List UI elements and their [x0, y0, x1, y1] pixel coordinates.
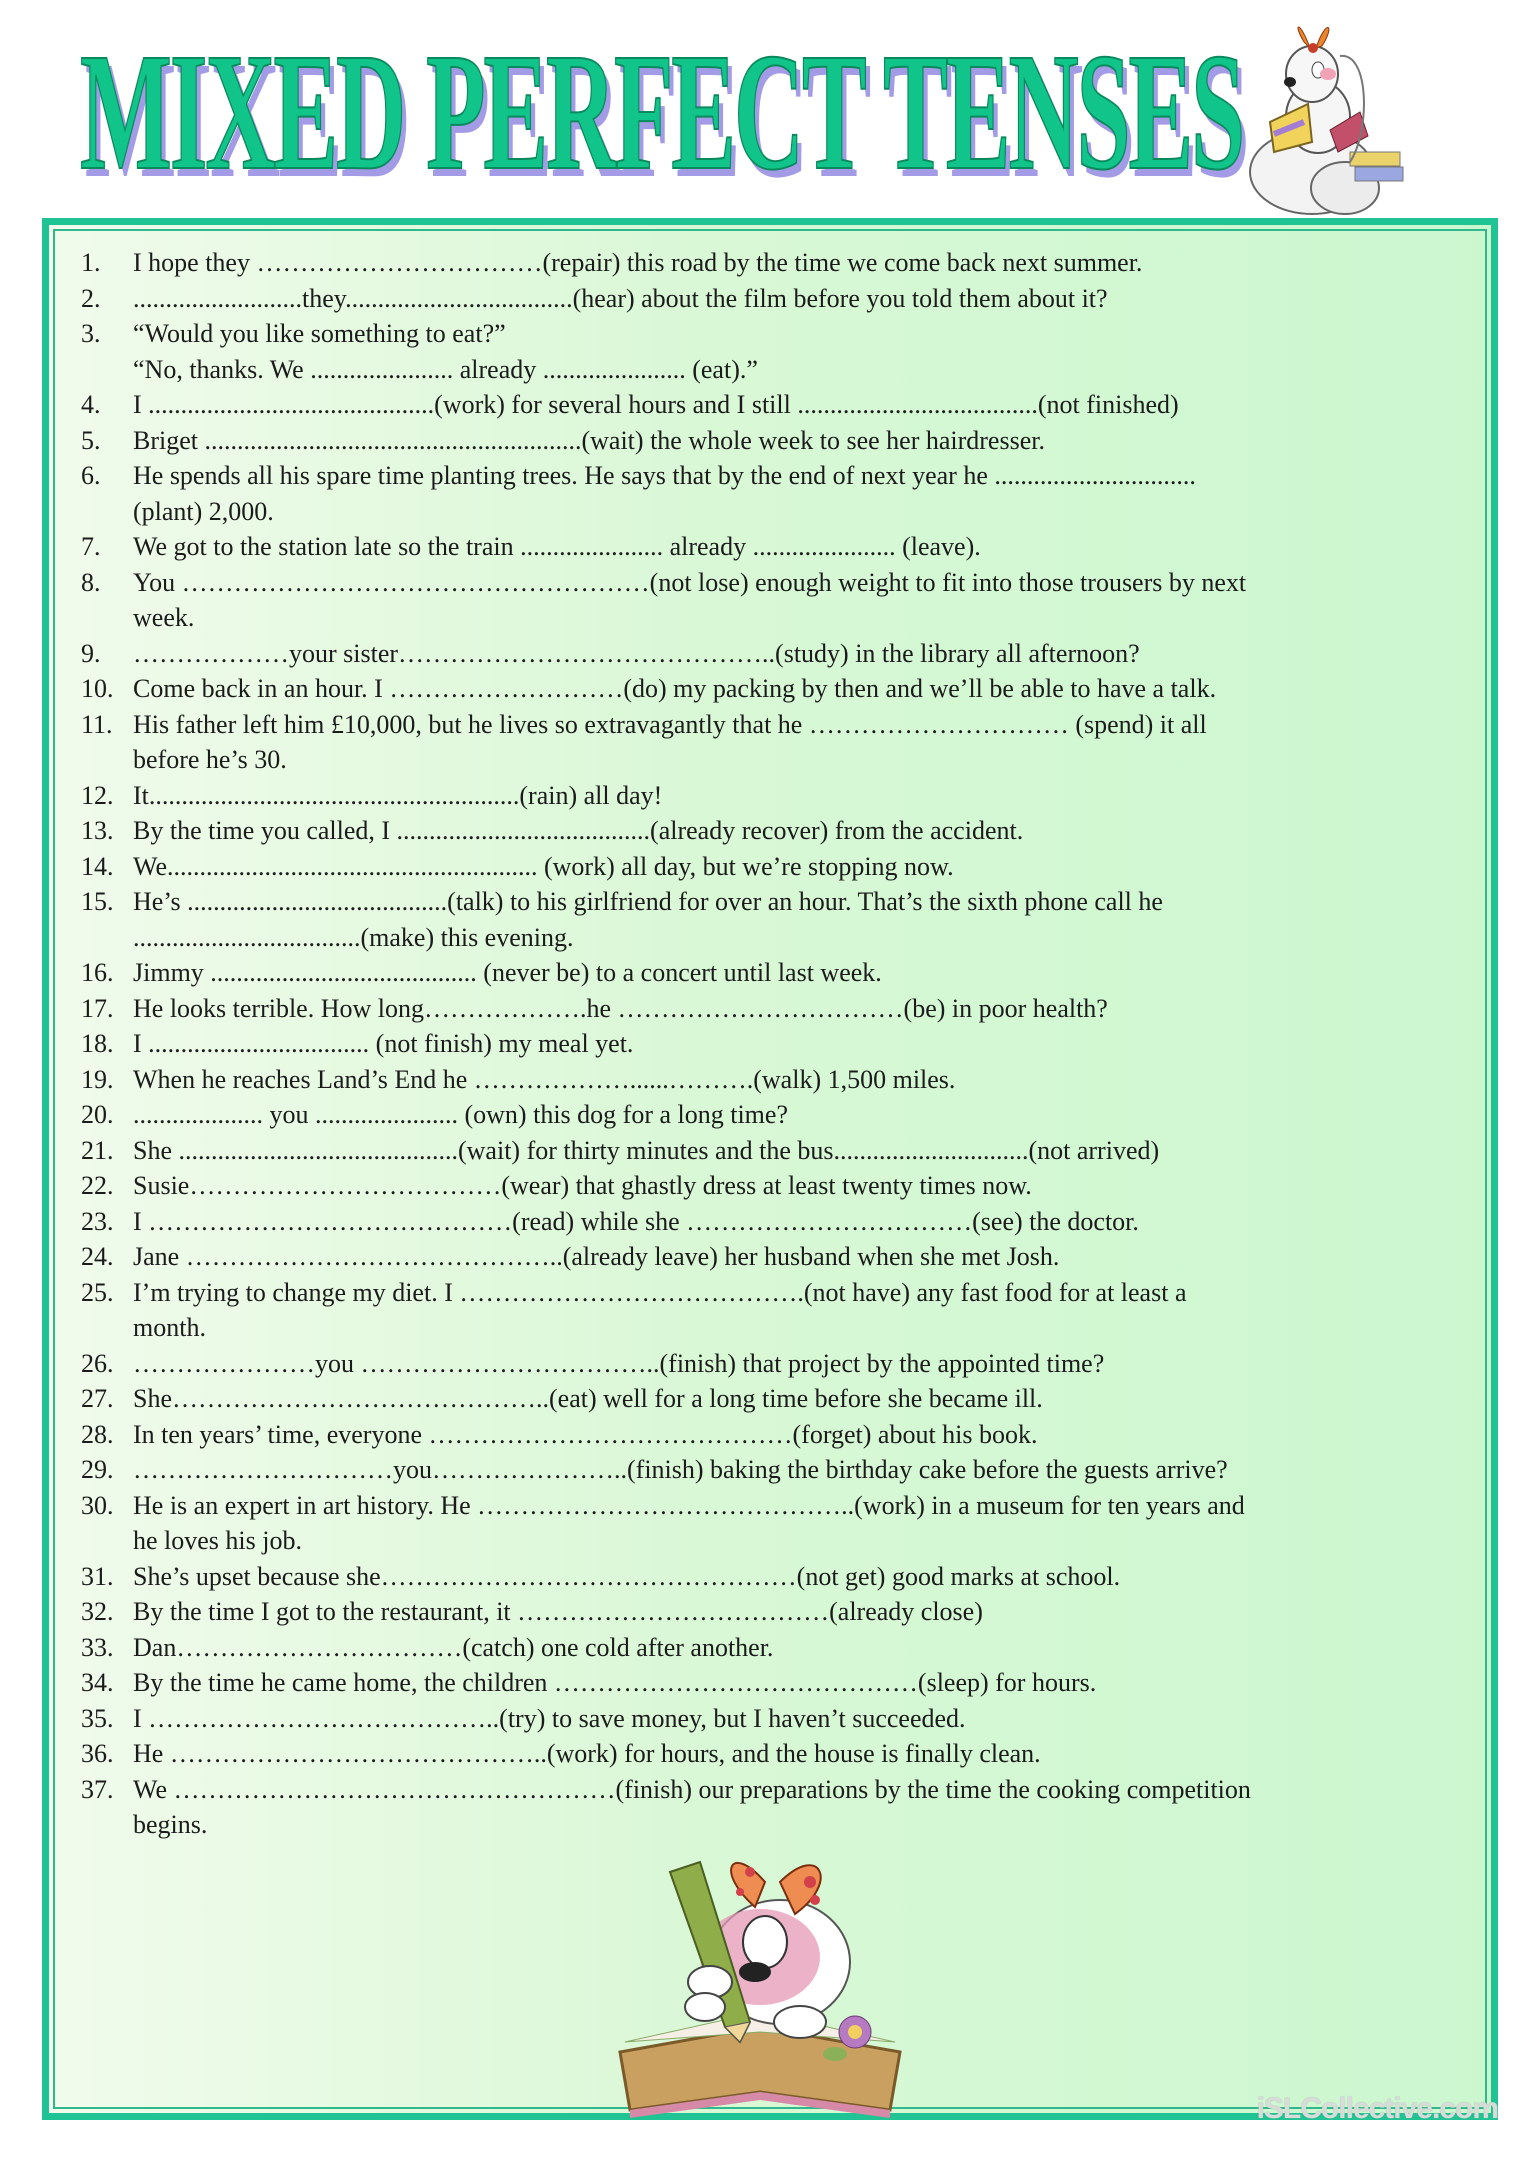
exercise-item — [81, 1062, 1473, 1098]
item-number: 15. — [81, 887, 114, 916]
item-number: 26. — [81, 1348, 114, 1378]
item-text: She……………………………………..(eat) well for a long time before she became ill. — [133, 1384, 1043, 1413]
item-text: “Would you like something to eat?” — [133, 319, 506, 348]
mouse-writing-in-book-icon — [510, 1842, 1010, 2122]
item-number: 8. — [81, 567, 101, 597]
item-number: 29. — [81, 1455, 114, 1484]
item-number: 24. — [81, 1242, 114, 1271]
exercise-item — [81, 636, 1473, 672]
item-number — [81, 1807, 133, 1843]
item-text: He’s ........................................(talk) to his girlfriend for over an hour. That’s the sixth phone call he — [133, 887, 1163, 916]
item-number — [81, 1310, 133, 1346]
exercise-item — [81, 1381, 1473, 1417]
item-text: By the time you called, I .......................................(already recover) from the accident. — [133, 816, 1024, 845]
item-text: He looks terrible. How long……………….he ……………………………(be) in poor health? — [133, 993, 1108, 1023]
item-number — [81, 494, 133, 530]
item-number — [81, 352, 133, 388]
item-text: By the time I got to the restaurant, it ………………………………(already close) — [133, 1597, 983, 1626]
item-text: When he reaches Land’s End he ………………......……….(walk) 1,500 miles. — [133, 1064, 956, 1094]
item-text: She’s upset because she…………………………………………(not get) good marks at school. — [133, 1561, 1121, 1591]
exercise-item — [81, 1594, 1473, 1630]
item-number: 34. — [81, 1668, 114, 1697]
exercise-item-continuation — [81, 1310, 1473, 1346]
exercise-item-continuation — [81, 920, 1473, 956]
item-text: She ...........................................(wait) for thirty minutes and the bus..............................(not arrived) — [133, 1135, 1160, 1165]
item-text: In ten years’ time, everyone ……………………………………(forget) about his book. — [133, 1419, 1038, 1449]
item-text: You ………………………………………………(not lose) enough weight to fit into those trousers by next — [133, 567, 1247, 597]
exercise-item — [81, 1346, 1473, 1382]
item-text: I .................................. (not finish) my meal yet. — [133, 1029, 634, 1058]
item-text: Come back in an hour. I ………………………(do) my packing by then and we’ll be able to have a talk. — [133, 674, 1217, 703]
item-number — [81, 920, 133, 956]
item-text: ...................................(make) this evening. — [133, 922, 574, 952]
exercise-item — [81, 778, 1473, 814]
item-number: 11. — [81, 709, 113, 739]
item-text: By the time he came home, the children ……………………………………(sleep) for hours. — [133, 1668, 1097, 1697]
item-text: His father left him £10,000, but he lives so extravagantly that he ………………………… (spend) it all — [133, 709, 1207, 739]
exercise-item-continuation — [81, 1807, 1473, 1843]
exercise-item-continuation — [81, 494, 1473, 530]
item-text: He spends all his spare time planting trees. He says that by the end of next year he ............................... — [133, 461, 1196, 490]
mouse-reading-book-icon — [1200, 12, 1420, 217]
exercise-item — [81, 1665, 1473, 1701]
item-number: 27. — [81, 1384, 114, 1413]
item-number: 6. — [81, 461, 101, 490]
exercise-item — [81, 991, 1473, 1027]
item-number: 2. — [81, 283, 101, 313]
exercise-item — [81, 1097, 1473, 1133]
exercise-item — [81, 849, 1473, 885]
exercise-item — [81, 1133, 1473, 1169]
item-number: 16. — [81, 958, 114, 987]
item-number: 25. — [81, 1277, 114, 1307]
item-text: Susie………………………………(wear) that ghastly dress at least twenty times now. — [133, 1171, 1032, 1200]
item-text: We ……………………………………………(finish) our preparations by the time the cooking competition — [133, 1774, 1251, 1804]
item-text: He ……………………………………..(work) for hours, and the house is finally clean. — [133, 1739, 1041, 1768]
item-number: 18. — [81, 1029, 114, 1058]
item-number: 22. — [81, 1171, 114, 1200]
exercise-item — [81, 884, 1473, 920]
exercise-item — [81, 1026, 1473, 1062]
item-text: …………………………you…………………..(finish) baking the birthday cake before the guests arrive? — [133, 1455, 1228, 1484]
item-number: 19. — [81, 1064, 114, 1094]
worksheet-title: MIXED PERFECT TENSES — [80, 19, 1243, 205]
item-text: I ……………………………………(read) while she ……………………………(see) the doctor. — [133, 1206, 1139, 1236]
item-number — [81, 742, 133, 778]
item-text: (plant) 2,000. — [133, 496, 274, 526]
exercise-item — [81, 316, 1473, 352]
item-number: 30. — [81, 1490, 114, 1520]
exercise-item — [81, 245, 1473, 281]
exercise-item — [81, 1417, 1473, 1453]
item-text: “No, thanks. We ...................... already ...................... (eat).” — [133, 354, 758, 384]
exercise-item — [81, 671, 1473, 707]
item-number: 33. — [81, 1632, 114, 1662]
exercise-item — [81, 1736, 1473, 1772]
item-number: 20. — [81, 1100, 114, 1129]
item-number: 32. — [81, 1597, 114, 1626]
item-text: begins. — [133, 1810, 208, 1839]
item-number: 21. — [81, 1135, 114, 1165]
exercise-item — [81, 565, 1473, 601]
item-text: .................... you ...................... (own) this dog for a long time? — [133, 1100, 788, 1129]
exercise-item — [81, 1630, 1473, 1666]
exercise-item — [81, 1452, 1473, 1488]
exercise-item — [81, 387, 1473, 423]
exercise-item — [81, 955, 1473, 991]
item-number: 9. — [81, 638, 101, 668]
exercise-item-continuation — [81, 742, 1473, 778]
item-text: Dan……………………………(catch) one cold after another. — [133, 1632, 774, 1662]
exercise-item — [81, 1559, 1473, 1595]
item-text: before he’s 30. — [133, 745, 287, 774]
watermark: iSLCollective.com — [1256, 2092, 1498, 2125]
item-number: 35. — [81, 1703, 114, 1733]
item-text: We......................................................... (work) all day, but we’re stopping now. — [133, 851, 954, 881]
item-number: 3. — [81, 319, 101, 348]
item-number: 14. — [81, 851, 114, 881]
item-text: He is an expert in art history. He ……………………………………..(work) in a museum for ten years and — [133, 1490, 1245, 1520]
item-text: Briget ..........................................................(wait) the whole week to see her hairdresser. — [133, 425, 1045, 455]
item-text: ..........................they...................................(hear) about the film before you told them about it? — [133, 283, 1108, 313]
exercise-item — [81, 281, 1473, 317]
exercise-item — [81, 1275, 1473, 1311]
item-number: 5. — [81, 425, 101, 455]
item-text: We got to the station late so the train ...................... already ...................... (leave). — [133, 532, 981, 561]
exercise-item — [81, 1488, 1473, 1524]
exercise-item — [81, 813, 1473, 849]
item-number — [81, 600, 133, 636]
exercise-item — [81, 707, 1473, 743]
item-number: 36. — [81, 1739, 114, 1768]
item-text: month. — [133, 1313, 206, 1342]
item-text: It.........................................................(rain) all day! — [133, 780, 663, 810]
item-number: 10. — [81, 674, 114, 703]
exercise-item — [81, 1701, 1473, 1737]
exercise-item — [81, 458, 1473, 494]
exercise-item — [81, 1204, 1473, 1240]
item-text: week. — [133, 603, 195, 632]
item-text: Jimmy ......................................... (never be) to a concert until last week. — [133, 958, 882, 987]
item-text: I ............................................(work) for several hours and I still .....................................(not finished) — [133, 390, 1179, 419]
item-number: 1. — [81, 248, 101, 277]
item-text: he loves his job. — [133, 1526, 302, 1555]
item-number: 4. — [81, 390, 101, 419]
item-number — [81, 1523, 133, 1559]
item-text: Jane ……………………………………..(already leave) her husband when she met Josh. — [133, 1242, 1060, 1271]
exercise-item — [81, 1168, 1473, 1204]
item-number: 23. — [81, 1206, 114, 1236]
exercise-list — [81, 245, 1473, 1843]
item-text: ………………your sister……………………………………..(study) in the library all afternoon? — [133, 638, 1140, 668]
item-number: 7. — [81, 532, 101, 561]
worksheet-title-block — [80, 19, 1243, 205]
exercise-item-continuation — [81, 352, 1473, 388]
exercise-frame — [42, 218, 1498, 2120]
item-text: I …………………………………..(try) to save money, but I haven’t succeeded. — [133, 1703, 966, 1733]
item-number: 31. — [81, 1561, 114, 1591]
item-number: 37. — [81, 1774, 114, 1804]
exercise-item — [81, 529, 1473, 565]
item-number: 12. — [81, 780, 114, 810]
exercise-item — [81, 1772, 1473, 1808]
item-text: I’m trying to change my diet. I ………………………………….(not have) any fast food for at least a — [133, 1277, 1187, 1307]
item-number: 17. — [81, 993, 114, 1023]
exercise-item-continuation — [81, 1523, 1473, 1559]
exercise-item — [81, 423, 1473, 459]
item-text: I hope they ……………………………(repair) this road by the time we come back next summer. — [133, 248, 1143, 277]
item-text: …………………you ……………………………..(finish) that project by the appointed time? — [133, 1348, 1105, 1378]
item-number: 28. — [81, 1419, 114, 1449]
exercise-item — [81, 1239, 1473, 1275]
item-number: 13. — [81, 816, 114, 845]
exercise-item-continuation — [81, 600, 1473, 636]
